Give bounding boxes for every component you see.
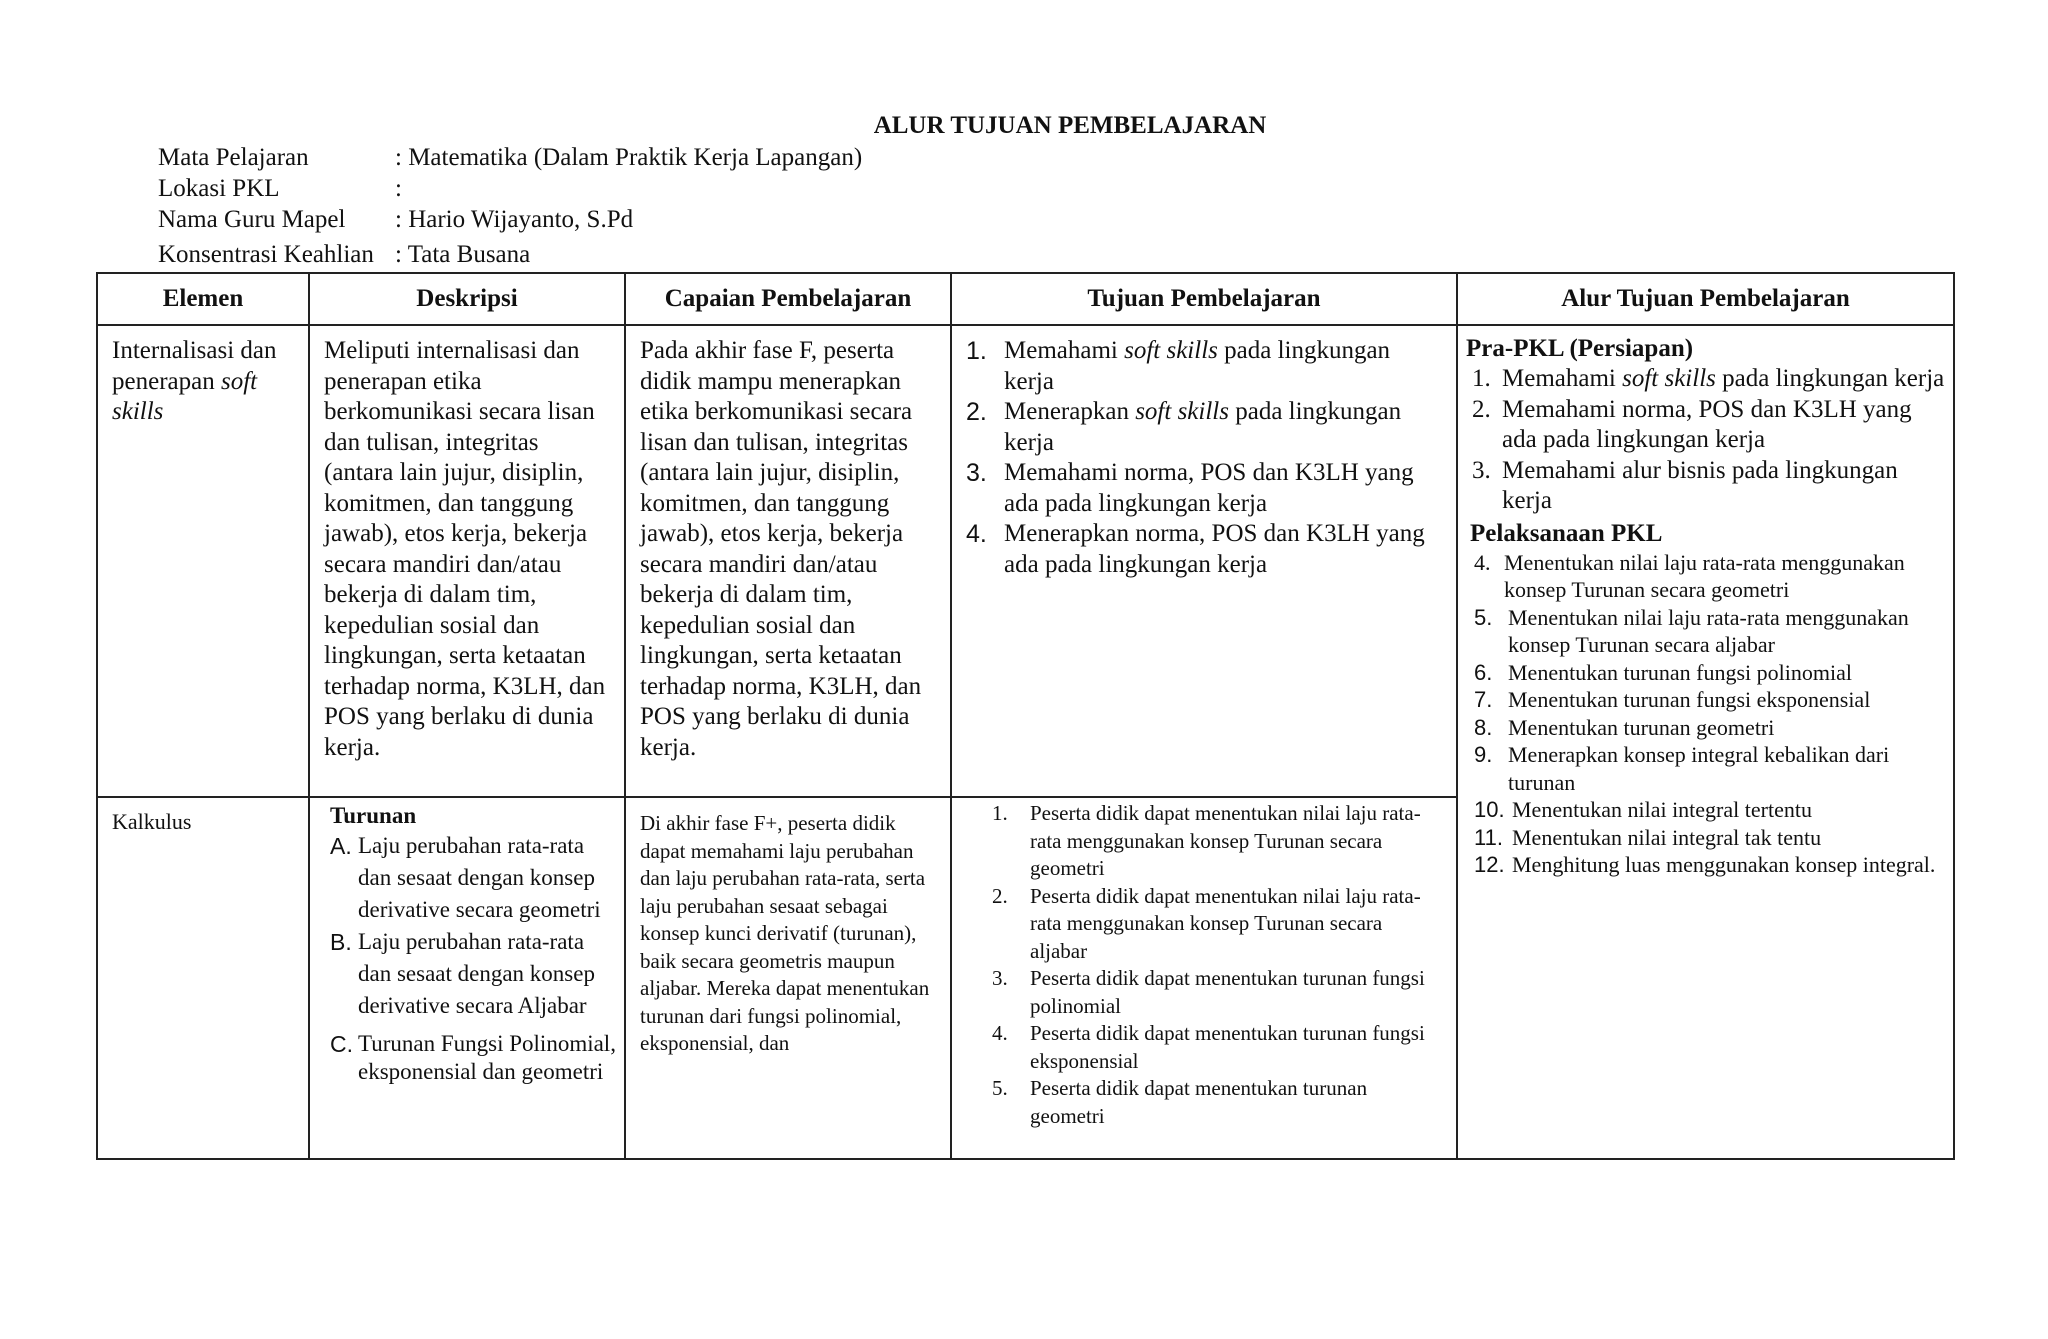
list-letter: A.	[330, 833, 352, 859]
list-number: 9.	[1474, 742, 1493, 767]
meta-label: Lokasi PKL	[158, 175, 280, 202]
cell-deskripsi	[309, 797, 625, 1159]
capaian-text: Di akhir fase F+, peserta didik dapat memahami laju perubahan dan laju perubahan rata-rata, serta laju perubahan sesaat sebagai konsep kunci derivatif (turunan), baik secara geometris maupun aljabar. Mereka dapat menentukan turunan dari fungsi polinomial, eksponensial, dan	[640, 811, 930, 1055]
list-number: 5.	[1474, 604, 1493, 630]
elemen-italic: soft skills	[112, 367, 258, 425]
meta-label: Konsentrasi Keahlian	[158, 241, 374, 268]
list-item	[992, 965, 1442, 1020]
list-number: 7.	[1474, 687, 1493, 712]
list-item	[330, 926, 618, 1022]
list-text: Laju perubahan rata-rata dan sesaat dengan konsep derivative secara geometri	[358, 833, 601, 922]
list-number: 4.	[1474, 549, 1491, 575]
pra-pkl-title: Pra-PKL (Persiapan)	[1466, 335, 1694, 362]
list-item	[1474, 796, 1945, 824]
list-text: Memahami	[1502, 365, 1623, 392]
meta-value: : Hario Wijayanto, S.Pd	[395, 206, 634, 233]
list-text: Memahami norma, POS dan K3LH yang ada pada lingkungan kerja	[1502, 395, 1912, 453]
elemen-text: Kalkulus	[112, 809, 192, 834]
list-text: Peserta didik dapat menentukan turunan fungsi polinomial	[1030, 966, 1425, 1018]
list-letter: C.	[330, 1031, 353, 1057]
list-text: pada lingkungan kerja	[1004, 337, 1391, 395]
list-item	[1474, 604, 1945, 659]
list-item	[1472, 364, 1945, 395]
list-text: Turunan Fungsi Polinomial, eksponensial dan geometri	[358, 1031, 616, 1084]
list-text: Menerapkan norma, POS dan K3LH yang ada pada lingkungan kerja	[1004, 520, 1425, 578]
list-text: Peserta didik dapat menentukan turunan geometri	[1030, 1076, 1368, 1128]
list-item	[966, 397, 1442, 458]
list-text: Menerapkan	[1004, 398, 1136, 425]
meta-label: Nama Guru Mapel	[158, 206, 346, 233]
list-item	[330, 1030, 618, 1086]
deskripsi-title: Turunan	[330, 803, 417, 828]
list-number: 2.	[992, 883, 1008, 908]
header-alur: Alur Tujuan Pembelajaran	[1457, 273, 1954, 325]
list-item	[1472, 456, 1945, 517]
elemen-text: Internalisasi dan penerapan	[112, 337, 277, 395]
list-text: Menentukan nilai laju rata-rata menggunakan konsep Turunan secara aljabar	[1508, 604, 1909, 657]
document-title: ALUR TUJUAN PEMBELAJARAN	[873, 112, 1267, 139]
list-text: pada lingkungan kerja	[1004, 398, 1402, 456]
list-number: 8.	[1474, 714, 1493, 740]
meta-row-mata-pelajaran	[158, 142, 862, 173]
list-text: Menentukan nilai integral tertentu	[1512, 797, 1812, 822]
list-item	[330, 830, 618, 926]
list-text: Menghitung luas menggunakan konsep integral.	[1512, 852, 1936, 877]
meta-value: : Tata Busana	[395, 241, 531, 268]
list-text: Memahami	[1004, 337, 1125, 364]
list-number: 3.	[966, 459, 987, 487]
meta-value: :	[395, 175, 402, 202]
meta-row-lokasi-pkl	[158, 173, 862, 204]
list-text: Menentukan nilai integral tak tentu	[1512, 824, 1822, 850]
list-item	[992, 800, 1442, 883]
list-item	[992, 1020, 1442, 1075]
list-text: Peserta didik dapat menentukan nilai laju rata-rata menggunakan konsep Turunan secara aljabar	[1030, 883, 1421, 963]
cell-tujuan	[951, 797, 1457, 1159]
header-tujuan: Tujuan Pembelajaran	[951, 273, 1457, 325]
meta-row-nama-guru	[158, 204, 862, 235]
list-text: Menentukan turunan geometri	[1508, 714, 1775, 740]
cell-alur	[1457, 325, 1954, 1159]
list-item	[1472, 395, 1945, 456]
list-number: 3.	[992, 966, 1008, 990]
pra-pkl-list	[1466, 364, 1945, 517]
list-text: Memahami norma, POS dan K3LH yang ada pada lingkungan kerja	[1004, 459, 1414, 517]
list-text: Menentukan nilai laju rata-rata menggunakan konsep Turunan secara geometri	[1504, 549, 1905, 602]
tujuan-list	[992, 800, 1442, 1130]
header-deskripsi: Deskripsi	[309, 273, 625, 325]
cell-elemen	[97, 325, 309, 797]
list-number: 11.	[1474, 824, 1503, 850]
list-item	[992, 883, 1442, 966]
table-header-row	[97, 273, 1954, 325]
tujuan-list	[966, 336, 1442, 580]
document-meta	[158, 142, 862, 270]
deskripsi-list	[330, 830, 618, 1086]
list-number: 1.	[966, 337, 987, 365]
list-item	[1474, 686, 1945, 714]
list-number: 2.	[1472, 395, 1491, 423]
cell-capaian	[625, 797, 951, 1159]
list-item	[992, 1075, 1442, 1130]
pelaksanaan-pkl-list	[1466, 549, 1945, 879]
list-text: pada lingkungan kerja	[1715, 365, 1945, 392]
capaian-text: Pada akhir fase F, peserta didik mampu menerapkan etika berkomunikasi secara lisan dan tulisan, integritas (antara lain jujur, disiplin, komitmen, dan tanggung jawab), etos kerja, bekerja secara mandiri dan/atau bekerja di dalam tim, kepedulian sosial dan lingkungan, serta ketaatan terhadap norma, K3LH, dan POS yang berlaku di dunia kerja.	[640, 337, 922, 761]
pelaksanaan-pkl-title: Pelaksanaan PKL	[1470, 519, 1663, 547]
list-text: Peserta didik dapat menentukan turunan fungsi eksponensial	[1030, 1021, 1425, 1073]
list-item	[966, 458, 1442, 519]
list-number: 3.	[1472, 456, 1491, 484]
list-number: 4.	[992, 1021, 1008, 1045]
cell-deskripsi	[309, 325, 625, 797]
list-number: 12.	[1474, 852, 1505, 877]
list-item	[966, 336, 1442, 397]
list-item	[1474, 851, 1945, 879]
list-text: Memahami alur bisnis pada lingkungan kerja	[1502, 456, 1898, 514]
list-text: Menerapkan konsep integral kebalikan dari turunan	[1508, 742, 1890, 795]
list-item	[1474, 549, 1945, 604]
list-number: 4.	[966, 520, 987, 548]
cell-tujuan	[951, 325, 1457, 797]
list-item	[1474, 714, 1945, 742]
list-item	[1474, 824, 1945, 852]
list-italic: soft skills	[1124, 337, 1218, 364]
list-text: Menentukan turunan fungsi eksponensial	[1508, 687, 1871, 712]
alur-table	[96, 272, 1955, 1160]
list-item	[966, 519, 1442, 580]
list-italic: soft skills	[1622, 365, 1716, 392]
cell-elemen	[97, 797, 309, 1159]
list-number: 5.	[992, 1076, 1008, 1100]
header-capaian: Capaian Pembelajaran	[625, 273, 951, 325]
meta-value: : Matematika (Dalam Praktik Kerja Lapangan)	[395, 144, 863, 171]
table-row	[97, 325, 1954, 797]
list-text: Laju perubahan rata-rata dan sesaat dengan konsep derivative secara Aljabar	[358, 929, 595, 1018]
list-number: 1.	[992, 801, 1008, 825]
list-number: 2.	[966, 398, 987, 426]
list-text: Peserta didik dapat menentukan nilai laju rata-rata menggunakan konsep Turunan secara geometri	[1030, 801, 1421, 880]
list-letter: B.	[330, 929, 352, 955]
list-italic: soft skills	[1135, 398, 1229, 425]
deskripsi-text: Meliputi internalisasi dan penerapan etika berkomunikasi secara lisan dan tulisan, integritas (antara lain jujur, disiplin, komitmen, dan tanggung jawab), etos kerja, bekerja secara mandiri dan/atau bekerja di dalam tim, kepedulian sosial dan lingkungan, serta ketaatan terhadap norma, K3LH, dan POS yang berlaku di dunia kerja.	[324, 337, 606, 761]
list-number: 1.	[1472, 365, 1491, 392]
list-item	[1474, 659, 1945, 687]
list-item	[1474, 741, 1945, 796]
header-elemen: Elemen	[97, 273, 309, 325]
cell-capaian	[625, 325, 951, 797]
meta-label: Mata Pelajaran	[158, 144, 309, 171]
meta-row-konsentrasi	[158, 239, 862, 270]
list-number: 10.	[1474, 797, 1505, 822]
list-text: Menentukan turunan fungsi polinomial	[1508, 659, 1852, 685]
list-number: 6.	[1474, 659, 1493, 685]
